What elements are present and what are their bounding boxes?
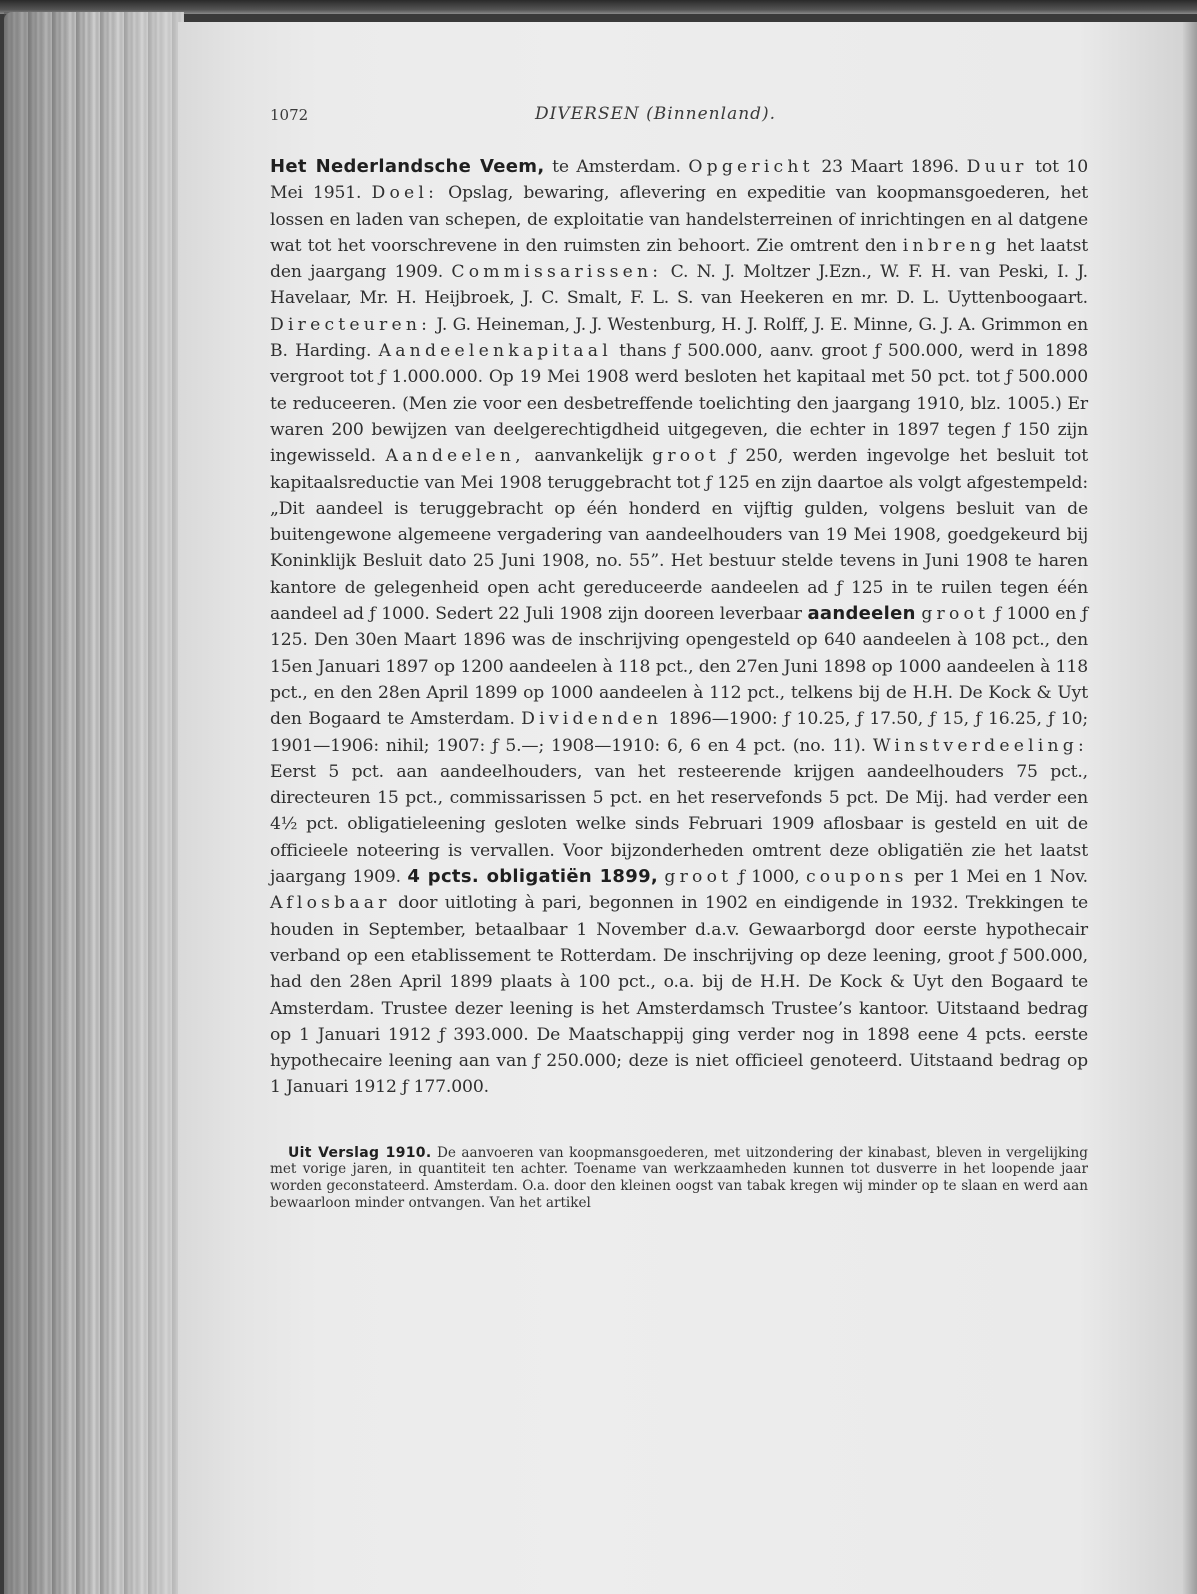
report-heading: Uit Verslag 1910.	[288, 1144, 432, 1161]
spaced-keyword: inbreng	[902, 235, 1001, 256]
entry-text: per 1 Mei en 1 Nov.	[907, 867, 1088, 888]
spaced-keyword: Aflosbaar	[270, 893, 391, 914]
entry-text: te Amsterdam.	[544, 157, 689, 177]
entry-text: door uitloting à pari, begonnen in 1902 en eindigende in 1932. Trekkingen te houden in September, betaalbaar 1 November d.a.v. Gewaarborgd door eerste hypothecair verband op een etablissement te Rotterdam. De inschrijving op deze leening, groot ƒ 500.000, had den 28en April 1899 plaats à 100 pct., o.a. bij de H.H. De Kock & Uyt den Bogaard te Amsterdam. Trustee dezer leening is het Amsterdamsch Trustee’s kantoor. Uitstaand bedrag op 1 Januari 1912 ƒ 393.000. De Maatschappij ging verder nog in 1898 eene 4 pcts. eerste hypothecaire leening aan van ƒ 250.000; deze is niet officieel genoteerd. Uitstaand bedrag op 1 Januari 1912 ƒ 177.000.	[270, 893, 1088, 1098]
spaced-keyword: coupons	[805, 867, 908, 888]
book-right-edge	[1183, 22, 1197, 1594]
bold-subheading: aandeelen	[807, 603, 916, 625]
spaced-keyword: groot	[664, 867, 733, 888]
spaced-keyword: Opgericht	[688, 157, 814, 177]
entry-text: aanvankelijk	[524, 446, 653, 467]
spaced-keyword: Dividenden	[521, 709, 663, 730]
entry-text: ƒ 1000,	[732, 867, 806, 888]
company-entry	[270, 154, 1088, 1101]
entry-text: ƒ 1000 en ƒ 125. Den 30en Maart 1896 was de inschrijving opengesteld op 640 aandeelen à 108 pct., den 15en Januari 1897 op 1200 aandeelen à 118 pct., den 27en Juni 1898 op 1000 aandeelen à 118 pct., en den 28en April 1899 op 1000 aandeelen à 112 pct., telkens bij de H.H. De Kock & Uyt den Bogaard te Amsterdam.	[270, 604, 1088, 730]
entry-text: ƒ 250, werden ingevolge het besluit tot kapitaalsreductie van Mei 1908 teruggebracht tot ƒ 125 en zijn daartoe als volgt afgestempeld: „Dit aandeel is teruggebracht op één honderd en vijftig gulden, volgens besluit van de buitengewone algemeene vergadering van aandeelhouders van 19 Mei 1908, goedgekeurd bij Koninklijk Besluit dato 25 Juni 1908, no. 55”. Het bestuur stelde tevens in Juni 1908 te haren kantore de gelegenheid open acht gereduceerde aandeelen ad ƒ 125 in te ruilen tegen één aandeel ad ƒ 1000. Sedert 22 Juli 1908 zijn dooreen leverbaar	[270, 446, 1088, 625]
entry-text: tot 10 Mei 1951.	[270, 157, 1088, 204]
bold-subheading: 4 pcts. obligatiën 1899,	[407, 866, 659, 888]
entry-text: 23 Maart 1896.	[813, 157, 967, 177]
entry-text: het laatst den jaargang 1909.	[270, 235, 1088, 283]
entry-text: thans ƒ 500.000, aanv. groot ƒ 500.000, werd in 1898 vergroot tot ƒ 1.000.000. Op 19 Mei 1908 werd besloten het kapitaal met 50 pct. tot ƒ 500.000 te reduceeren. (Men zie voor een desbetreffende toelichting den jaargang 1910, blz. 1005.) Er waren 200 bewijzen van deelgerechtigdheid uitgegeven, die echter in 1897 tegen ƒ 150 zijn ingewisseld.	[270, 341, 1088, 467]
spaced-keyword: Directeuren:	[270, 314, 432, 335]
page-number: 1072	[270, 106, 309, 124]
entry-text: C. N. J. Moltzer J.Ezn., W. F. H. van Peski, I. J. Havelaar, Mr. H. Heijbroek, J. C. Smalt, F. L. S. van Heekeren en mr. D. L. Uyttenboogaart.	[270, 262, 1088, 309]
section-title: DIVERSEN (Binnenland).	[535, 104, 777, 124]
spaced-keyword: Doel:	[371, 183, 439, 204]
company-name: Het Nederlandsche Veem,	[270, 156, 545, 177]
spaced-keyword: Commissarissen:	[451, 262, 663, 283]
entry-text: J. G. Heineman, J. J. Westenburg, H. J. Rolff, J. E. Minne, G. J. A. Grimmon en B. Harding.	[270, 314, 1088, 362]
report-text: De aanvoeren van koopmansgoederen, met uitzondering der kinabast, bleven in vergelijking met vorige jaren, in quantiteit ten achter. Toename van werkzaamheden kunnen tot dusverre in het loopende jaar worden geconstateerd. Amsterdam. O.a. door den kleinen oogst van tabak kregen wij minder op te slaan en werd aan bewaarloon minder ontvangen. Van het artikel	[270, 1144, 1088, 1212]
spaced-keyword: Duur	[966, 157, 1028, 177]
running-head	[270, 104, 1088, 134]
spaced-keyword: Winstverdeeling:	[872, 735, 1088, 756]
entry-text: 1896—1900: ƒ 10.25, ƒ 17.50, ƒ 15, ƒ 16.25, ƒ 10; 1901—1906: nihil; 1907: ƒ 5.—; 1908—1910: 6, 6 en 4 pct. (no. 11).	[270, 709, 1088, 756]
entry-text: Eerst 5 pct. aan aandeelhouders, van het resteerende krijgen aandeelhouders 75 pct., directeuren 15 pct., commissarissen 5 pct. en het reservefonds 5 pct. De Mij. had verder een 4½ pct. obligatieleening gesloten welke sinds Februari 1909 aflosbaar is gesteld en uit de officieele noteering is vervallen. Voor bijzonderheden omtrent deze obligatiën zie het laatst jaargang 1909.	[270, 761, 1088, 888]
spaced-keyword: Aandeelenkapitaal	[378, 341, 612, 362]
entry-text: Opslag, bewaring, aflevering en expeditie van koopmansgoederen, het lossen en laden van schepen, de exploitatie van handelsterreinen of inrichtingen en al datgene wat tot het voorschrevene in den ruimsten zin behoort. Zie omtrent den	[270, 183, 1088, 256]
report-body	[270, 1145, 1088, 1212]
annual-report-excerpt	[270, 1145, 1088, 1212]
spaced-keyword: Aandeelen,	[385, 446, 525, 467]
spaced-keyword: groot	[921, 604, 990, 625]
spaced-keyword: groot	[652, 446, 720, 467]
page-content	[270, 104, 1088, 1212]
entry-body	[270, 154, 1088, 1101]
book-page-edges	[4, 12, 184, 1594]
